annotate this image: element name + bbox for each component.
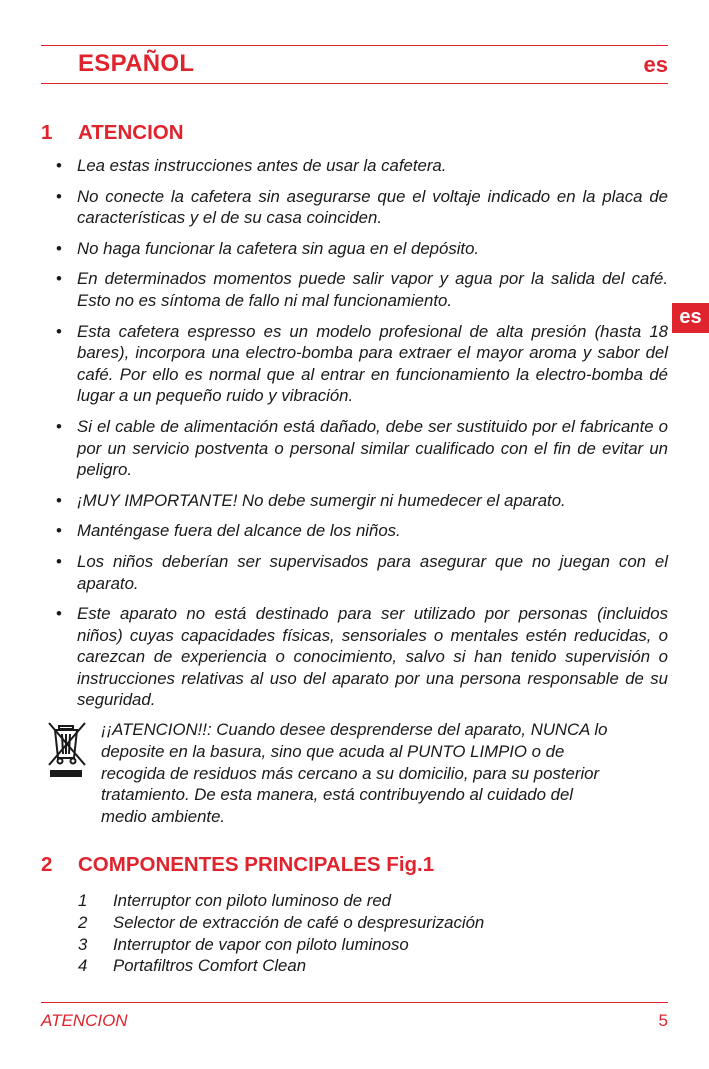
- warning-item: • No haga funcionar la cafetera sin agua en el depósito.: [52, 238, 668, 260]
- component-label: Interruptor de vapor con piloto luminoso: [113, 934, 409, 954]
- warning-item: • ¡MUY IMPORTANTE! No debe sumergir ni humedecer el aparato.: [52, 490, 668, 512]
- section-2-number: 2: [41, 853, 53, 876]
- warning-item: • Esta cafetera espresso es un modelo profesional de alta presión (hasta 18 bares), incorpora una electro-bomba para extraer el mayor aroma y sabor del café. Por ello es normal que al entrar en funcionamiento la electro-bomba dé lugar a un pequeño ruido y vibración.: [52, 321, 668, 407]
- component-item: [78, 934, 484, 956]
- disposal-line: tratamiento. De esta manera, está contribuyendo al cuidado del: [101, 785, 574, 805]
- page-number: 5: [658, 1011, 668, 1030]
- warning-list: [52, 155, 668, 720]
- warning-item: • Este aparato no está destinado para ser utilizado por personas (incluidos niños) cuyas capacidades físicas, sensoriales o mentales estén reducidas, o carezcan de experiencia o conocimiento, salvo si han tenido supervisión o instrucciones relativas al uso del aparato por una persona responsable de su seguridad.: [52, 603, 668, 711]
- language-side-tab: es: [672, 303, 709, 333]
- component-label: Portafiltros Comfort Clean: [113, 956, 307, 976]
- warning-item: • Si el cable de alimentación está dañado, debe ser sustituido por el fabricante o por un servicio postventa o personal similar cualificado con el fin de evitar un peligro.: [52, 416, 668, 481]
- warning-item: • Manténgase fuera del alcance de los niños.: [52, 520, 668, 542]
- section-2-title: COMPONENTES PRINCIPALES Fig.1: [78, 853, 435, 876]
- component-item: [78, 955, 484, 977]
- component-number: 3: [78, 934, 88, 954]
- language-code: es: [643, 52, 668, 77]
- footer-section-name: ATENCION: [41, 1011, 128, 1030]
- component-label: Interruptor con piloto luminoso de red: [113, 891, 391, 910]
- section-1-heading: [41, 121, 184, 145]
- disposal-line: medio ambiente.: [101, 807, 226, 827]
- section-1-number: 1: [41, 121, 53, 144]
- header-bottom-rule: [41, 83, 668, 84]
- component-item: [78, 912, 484, 934]
- warning-item: • En determinados momentos puede salir vapor y agua por la salida del café. Esto no es síntoma de fallo ni mal funcionamiento.: [52, 268, 668, 311]
- disposal-line: recogida de residuos más cercano a su domicilio, para su posterior: [101, 763, 600, 783]
- language-title: ESPAÑOL: [78, 50, 195, 77]
- header-top-rule: [41, 45, 668, 46]
- warning-item: • Los niños deberían ser supervisados para asegurar que no juegan con el aparato.: [52, 551, 668, 594]
- disposal-line: deposite en la basura, sino que acuda al PUNTO LIMPIO o de: [101, 741, 565, 761]
- component-number: 4: [78, 956, 88, 976]
- warning-item: • Lea estas instrucciones antes de usar la cafetera.: [52, 155, 668, 177]
- crossed-out-wheelie-bin-icon: [46, 720, 88, 780]
- component-label: Selector de extracción de café o despresurización: [113, 912, 485, 932]
- footer-rule: [41, 1002, 668, 1003]
- component-number: 1: [78, 891, 88, 910]
- warning-item: • No conecte la cafetera sin asegurarse que el voltaje indicado en la placa de características y el de su casa coinciden.: [52, 186, 668, 229]
- disposal-line: ¡¡ATENCION!!: Cuando desee desprenderse del aparato, NUNCA lo: [101, 720, 608, 739]
- components-list: [78, 890, 484, 977]
- component-number: 2: [78, 912, 88, 932]
- disposal-notice: [101, 719, 667, 828]
- section-1-title: ATENCION: [78, 121, 184, 144]
- component-item: [78, 890, 484, 912]
- section-2-heading: [41, 853, 434, 877]
